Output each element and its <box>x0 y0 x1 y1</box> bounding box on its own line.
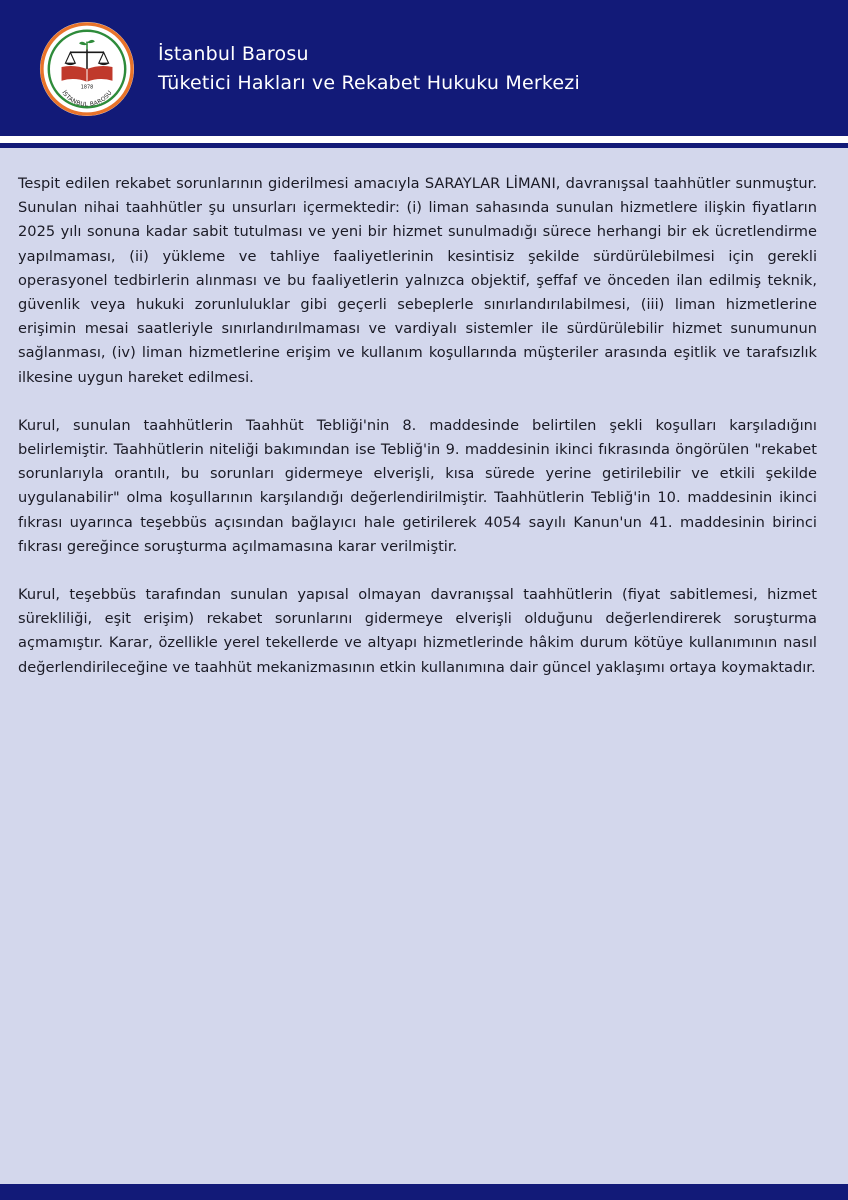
document-body <box>18 172 817 704</box>
scales-book-logo-icon <box>38 20 136 118</box>
svg-text:İSTANBUL BAROSU: İSTANBUL BAROSU <box>60 89 114 109</box>
organization-title <box>158 40 580 98</box>
header-divider-blue <box>0 143 848 148</box>
svg-text:1878: 1878 <box>80 84 94 91</box>
header-bar <box>0 0 848 136</box>
paragraph-commitments: Tespit edilen rekabet sorunlarının giderilmesi amacıyla SARAYLAR LİMANI, davranışsal taahhütler sunmuştur. Sunulan nihai taahhütler şu unsurları içermektedir: (i) liman sahasında sunulan hizmetlere ilişkin fiyatların 2025 yılı sonuna kadar sabit tutulması ve yeni bir hizmet sunulmadığı sürece herhangi bir ek ücretlendirme yapılmaması, (ii) yükleme ve tahliye faaliyetlerinin kesintisiz şekilde sürdürülebilmesi için gerekli operasyonel tedbirlerin alınması ve bu faaliyetlerin yalnızca objektif, şeffaf ve önceden ilan edilmiş teknik, güvenlik veya hukuki zorunluluklar gibi geçerli sebeplerle sınırlandırılabilmesi, (iii) liman hizmetlerine erişimin mesai saatleriyle sınırlandırılmaması ve vardiyalı sistemler ile sürdürülebilir hizmet sunumunun sağlanması, (iv) liman hizmetlerine erişim ve kullanım koşullarında müşteriler arasında eşitlik ve tarafsızlık ilkesine uygun hareket edilmesi. <box>18 175 817 386</box>
paragraph-board-assessment: Kurul, sunulan taahhütlerin Taahhüt Tebliği'nin 8. maddesinde belirtilen şekli koşulları karşıladığını belirlemiştir. Taahhütlerin niteliği bakımından ise Tebliğ'in 9. maddesinin ikinci fıkrasında öngörülen "rekabet sorunlarıyla orantılı, bu sorunları gidermeye elverişli, kısa sürede yerine getirilebilir ve etkili şekilde uygulanabilir" olma koşullarının karşılandığı değerlendirilmiştir. Taahhütlerin Tebliğ'in 10. maddesinin ikinci fıkrası uyarınca teşebbüs açısından bağlayıcı hale getirilerek 4054 sayılı Kanun'un 41. maddesinin birinci fıkrası gereğince soruşturma açılmamasına karar verilmiştir. <box>18 416 817 555</box>
header-divider-white <box>0 136 848 143</box>
org-name: İstanbul Barosu <box>158 43 309 65</box>
center-name: Tüketici Hakları ve Rekabet Hukuku Merkezi <box>158 72 580 94</box>
paragraph-conclusion: Kurul, teşebbüs tarafından sunulan yapısal olmayan davranışsal taahhütlerin (fiyat sabitlemesi, hizmet sürekliliği, eşit erişim) rekabet sorunlarını gidermeye elverişli olduğunu değerlendirerek soruşturma açmamıştır. Karar, özellikle yerel tekellerde ve altyapı hizmetlerinde hâkim durum kötüye kullanımının nasıl değerlendirileceğine ve taahhüt mekanizmasının etkin kullanımına dair güncel yaklaşımı ortaya koymaktadır. <box>18 586 817 676</box>
footer-bar <box>0 1184 848 1200</box>
